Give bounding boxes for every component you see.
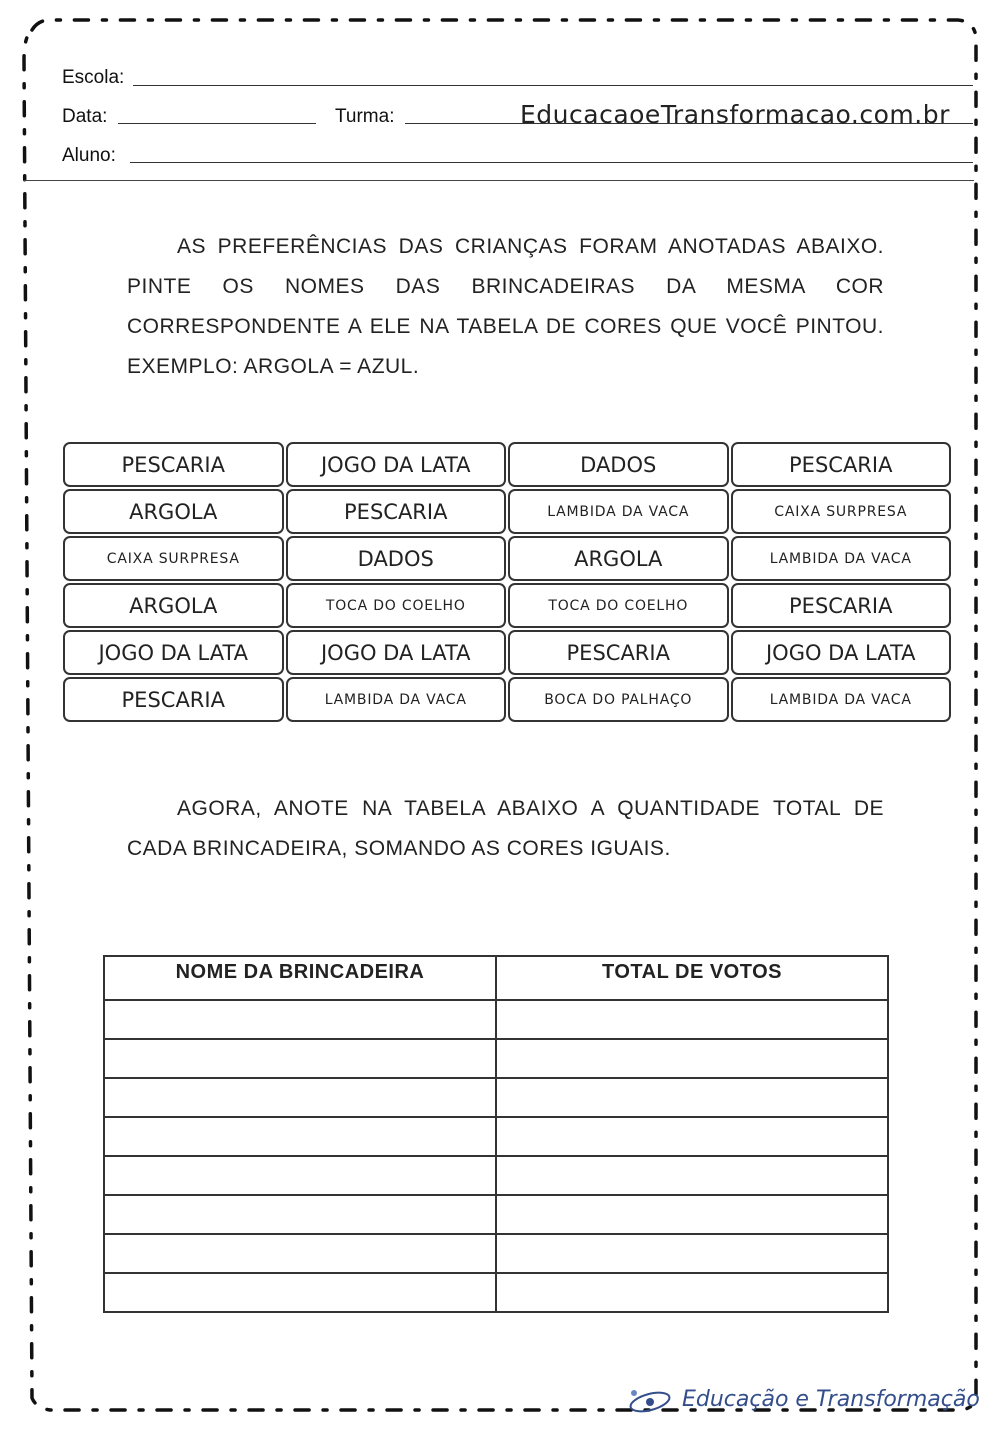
game-name-cell[interactable] xyxy=(104,1234,496,1273)
preference-cell[interactable]: PESCARIA xyxy=(63,442,284,487)
aluno-label: Aluno: xyxy=(62,145,116,166)
instruction-paint: AS PREFERÊNCIAS DAS CRIANÇAS FORAM ANOTADAS ABAIXO. PINTE OS NOMES DAS BRINCADEIRAS DA MESMA COR CORRESPONDENTE A ELE NA TABELA DE CORES QUE VOCÊ PINTOU. EXEMPLO: ARGOLA = AZUL. xyxy=(127,235,884,378)
preference-cell[interactable]: ARGOLA xyxy=(508,536,729,581)
data-label: Data: xyxy=(62,106,108,127)
preference-cell[interactable]: ARGOLA xyxy=(63,489,284,534)
header-separator xyxy=(24,180,974,181)
preference-cell[interactable]: CAIXA SURPRESA xyxy=(731,489,952,534)
preference-cell[interactable]: JOGO DA LATA xyxy=(286,630,507,675)
game-name-cell[interactable] xyxy=(104,1195,496,1234)
preference-cell[interactable]: JOGO DA LATA xyxy=(731,630,952,675)
preference-cell[interactable]: LAMBIDA DA VACA xyxy=(731,536,952,581)
website-watermark: EducacaoeTransformacao.com.br xyxy=(520,100,950,129)
votes-row xyxy=(104,1117,888,1156)
instruction-count: AGORA, ANOTE NA TABELA ABAIXO A QUANTIDADE TOTAL DE CADA BRINCADEIRA, SOMANDO AS CORES IGUAIS. xyxy=(127,797,884,860)
preference-cell[interactable]: LAMBIDA DA VACA xyxy=(731,677,952,722)
footer-brand-text: Educação e Transformação xyxy=(682,1387,980,1412)
vote-total-cell[interactable] xyxy=(496,1078,888,1117)
preference-cell[interactable]: JOGO DA LATA xyxy=(63,630,284,675)
preferences-grid xyxy=(62,441,952,723)
vote-total-cell[interactable] xyxy=(496,1273,888,1312)
preference-cell[interactable]: PESCARIA xyxy=(286,489,507,534)
col-header-total: TOTAL DE VOTOS xyxy=(496,956,888,1000)
vote-total-cell[interactable] xyxy=(496,1195,888,1234)
vote-total-cell[interactable] xyxy=(496,1000,888,1039)
preference-cell[interactable]: TOCA DO COELHO xyxy=(508,583,729,628)
preference-cell[interactable]: DADOS xyxy=(508,442,729,487)
preference-cell[interactable]: TOCA DO COELHO xyxy=(286,583,507,628)
escola-field[interactable] xyxy=(133,85,973,86)
game-name-cell[interactable] xyxy=(104,1039,496,1078)
votes-row xyxy=(104,1000,888,1039)
preference-cell[interactable]: PESCARIA xyxy=(63,677,284,722)
turma-label: Turma: xyxy=(335,106,395,127)
votes-table xyxy=(103,955,889,1313)
escola-label: Escola: xyxy=(62,67,125,88)
data-field[interactable] xyxy=(118,123,316,124)
votes-row xyxy=(104,1039,888,1078)
preference-cell[interactable]: LAMBIDA DA VACA xyxy=(508,489,729,534)
aluno-field[interactable] xyxy=(130,162,973,163)
preference-cell[interactable]: PESCARIA xyxy=(731,442,952,487)
col-header-name: NOME DA BRINCADEIRA xyxy=(104,956,496,1000)
preference-cell[interactable]: LAMBIDA DA VACA xyxy=(286,677,507,722)
vote-total-cell[interactable] xyxy=(496,1156,888,1195)
preference-cell[interactable]: ARGOLA xyxy=(63,583,284,628)
votes-row xyxy=(104,1078,888,1117)
game-name-cell[interactable] xyxy=(104,1156,496,1195)
vote-total-cell[interactable] xyxy=(496,1039,888,1078)
preference-cell[interactable]: DADOS xyxy=(286,536,507,581)
votes-row xyxy=(104,1156,888,1195)
game-name-cell[interactable] xyxy=(104,1078,496,1117)
votes-row xyxy=(104,1195,888,1234)
game-name-cell[interactable] xyxy=(104,1117,496,1156)
votes-row xyxy=(104,1234,888,1273)
game-name-cell[interactable] xyxy=(104,1273,496,1312)
vote-total-cell[interactable] xyxy=(496,1234,888,1273)
footer-brand xyxy=(626,1383,980,1423)
preference-cell[interactable]: CAIXA SURPRESA xyxy=(63,536,284,581)
brand-orbit-icon xyxy=(626,1385,674,1419)
preference-cell[interactable]: PESCARIA xyxy=(731,583,952,628)
game-name-cell[interactable] xyxy=(104,1000,496,1039)
vote-total-cell[interactable] xyxy=(496,1117,888,1156)
votes-row xyxy=(104,1273,888,1312)
preference-cell[interactable]: JOGO DA LATA xyxy=(286,442,507,487)
preference-cell[interactable]: BOCA DO PALHAÇO xyxy=(508,677,729,722)
preference-cell[interactable]: PESCARIA xyxy=(508,630,729,675)
